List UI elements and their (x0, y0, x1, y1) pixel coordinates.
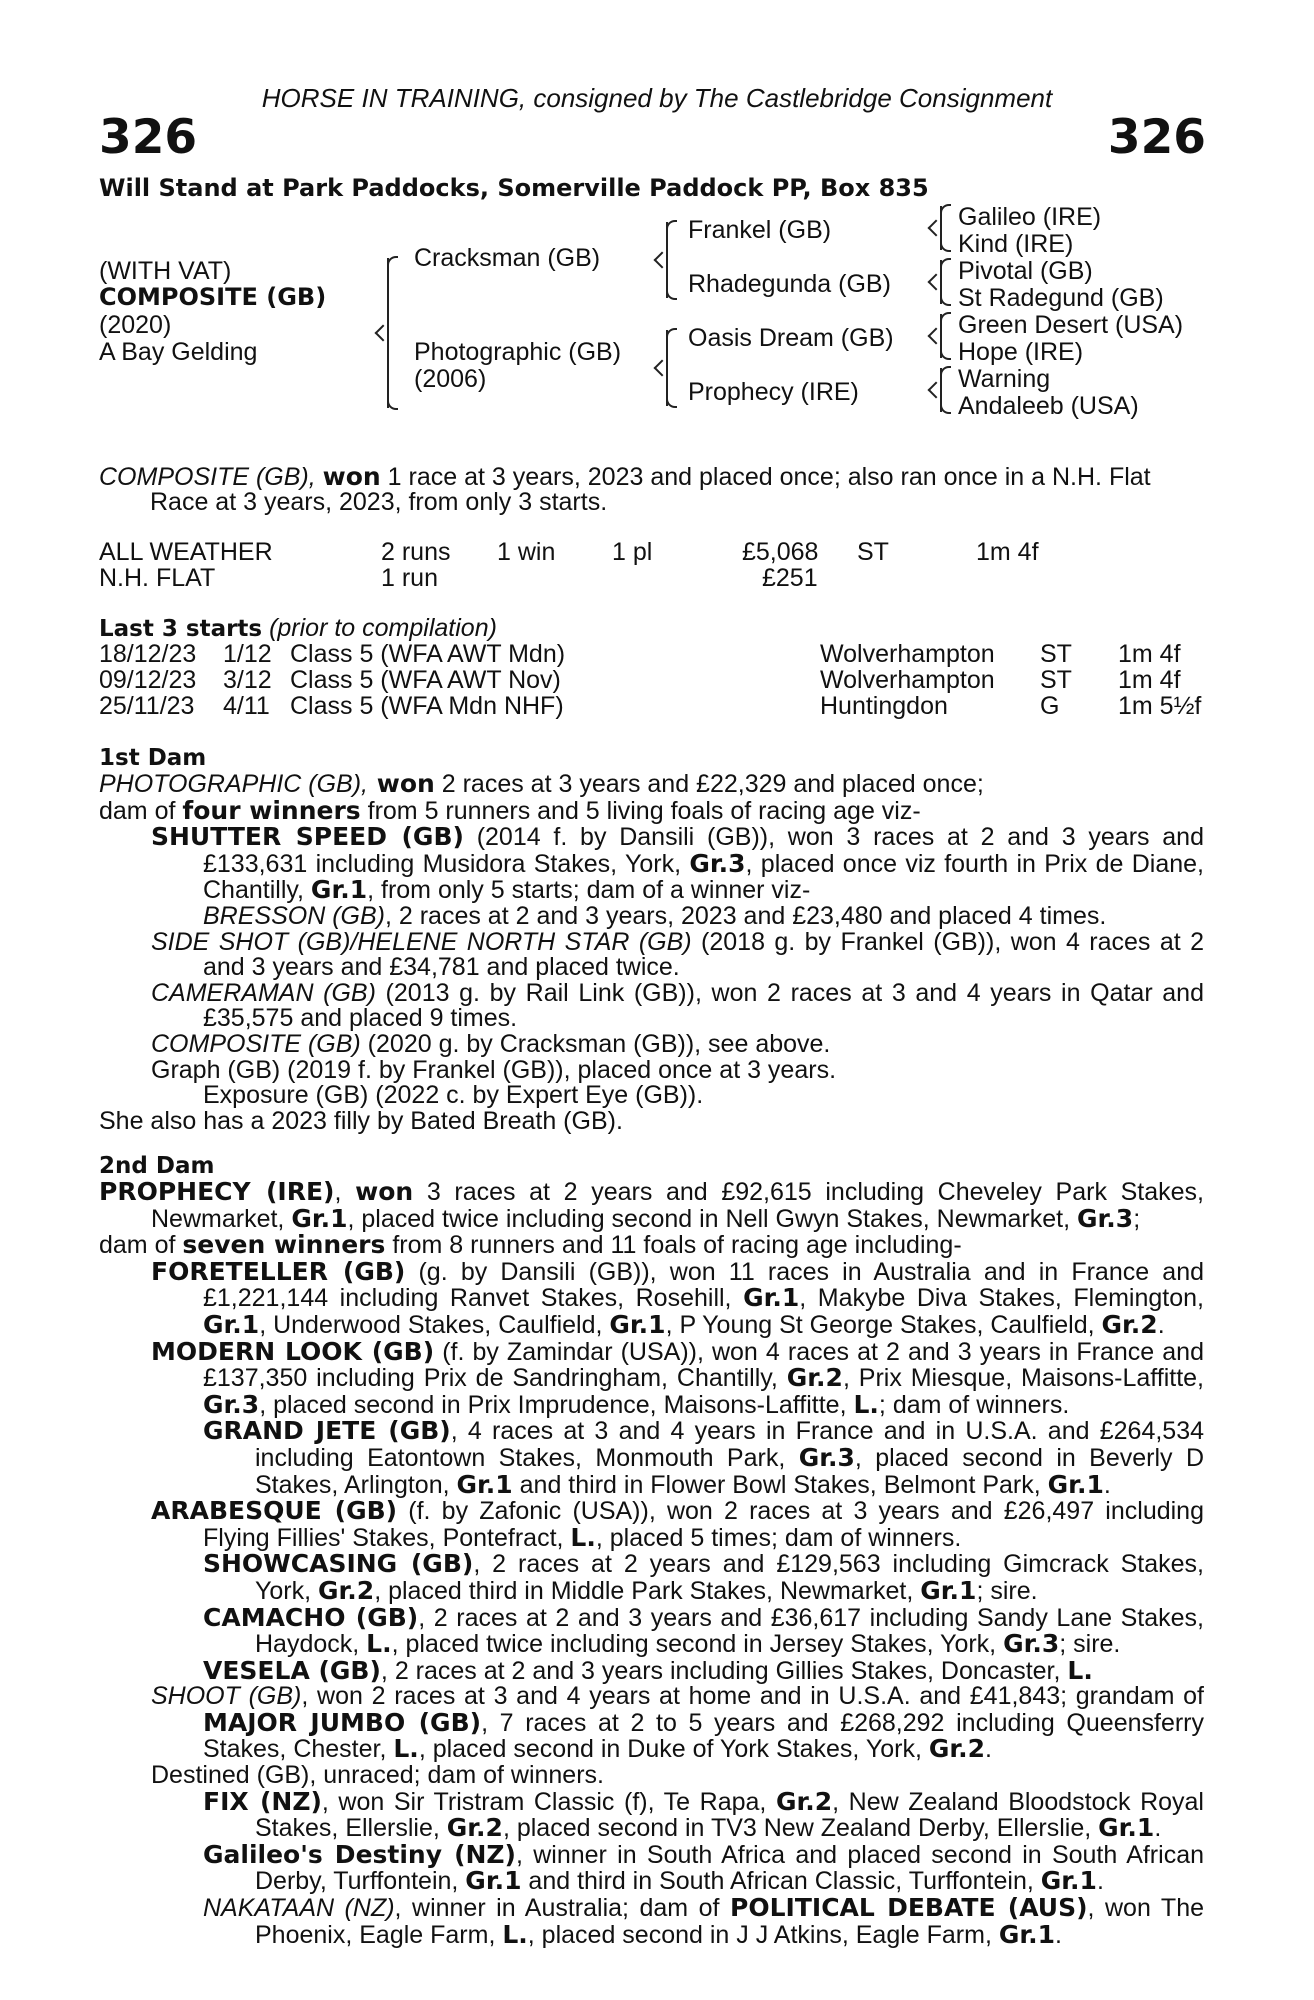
emph-text: MAJOR JUMBO (GB) (203, 1707, 482, 1737)
record-prize: £5,068 (742, 538, 819, 566)
entry-text: , winner in Australia; dam of (394, 1894, 731, 1923)
start-going: ST (1040, 640, 1072, 668)
entry-text: , 2 races at 2 and 3 years, 2023 and £23,480 and placed 4 times. (384, 901, 1107, 930)
pedigree-grand-4: Prophecy (IRE) (688, 378, 859, 406)
entry-text: . (1154, 1814, 1162, 1843)
stand-location: Will Stand at Park Paddocks, Somerville Paddock PP, Box 835 (99, 174, 929, 202)
emph-text: Gr.1 (743, 1283, 800, 1313)
entry-text: (2020 g. by Cracksman (GB)), see above. (360, 1029, 831, 1058)
vat-note: (WITH VAT) (99, 257, 232, 285)
horse-description: A Bay Gelding (99, 338, 258, 366)
emph-text: Gr.1 (291, 1203, 348, 1233)
emph-text: Gr.3 (689, 848, 746, 878)
last-starts-heading (99, 616, 497, 643)
start-going: ST (1040, 666, 1072, 694)
start-race: Class 5 (WFA AWT Mdn) (290, 640, 566, 668)
emph-text: L. (853, 1389, 879, 1419)
dam1-entry (151, 1055, 1204, 1084)
dam2-heading: 2nd Dam (99, 1153, 215, 1179)
dam2-entry (203, 1655, 1204, 1685)
entry-text: from 8 runners and 11 foals of racing age including- (385, 1231, 962, 1260)
start-race: Class 5 (WFA Mdn NHF) (290, 692, 564, 720)
entry-text: . (1096, 1867, 1104, 1896)
emph-text: won (355, 1177, 414, 1206)
emph-text: won (368, 769, 435, 798)
dam2-entry (151, 1256, 1205, 1339)
record-placed: 1 pl (612, 538, 653, 566)
dam2-entry (203, 1602, 1204, 1659)
entry-text: , placed second in TV3 New Zealand Derby, Ellerslie, (502, 1814, 1099, 1843)
brace-great-2 (940, 260, 942, 304)
entry-text: (f. by Zamindar (USA)), won 4 races at 2 and 3 years in France and £137,350 including Prix de Sandringham, Chantilly, (203, 1337, 1204, 1393)
dam1-body (99, 771, 1204, 1134)
entry-text: (2014 f. by Dansili (GB)), won 3 races at 2 and 3 years and £133,631 including Musidora Stakes, York, (203, 823, 1204, 878)
emph-text: PROPHECY (IRE) (99, 1177, 335, 1206)
emph-text: ARABESQUE (GB) (151, 1496, 398, 1526)
record-prize: £251 (762, 564, 818, 592)
dam2-damof (99, 1232, 1204, 1259)
emph-text: Gr.1 (1040, 1866, 1097, 1896)
start-dist: 1m 4f (1118, 640, 1181, 668)
emph-text: Gr.2 (928, 1734, 986, 1764)
race-summary-line-1 (99, 464, 1151, 491)
entry-text: . (1157, 1310, 1165, 1339)
entry-text: ; sire. (1059, 1630, 1121, 1659)
entry-text: , placed 5 times; dam of winners. (595, 1523, 962, 1552)
start-course: Wolverhampton (820, 640, 995, 668)
pedigree-great-1: Galileo (IRE) (958, 203, 1102, 231)
emph-text: CAMACHO (GB) (203, 1602, 419, 1632)
entry-text: Exposure (GB) (2022 c. by Expert Eye (GB)). (203, 1081, 704, 1110)
dam1-entry (151, 978, 1204, 1033)
brace-great-1 (940, 206, 942, 250)
entry-text: , placed second in Prix Imprudence, Maisons-Laffitte, (259, 1390, 854, 1419)
emph-text: COMPOSITE (GB) (151, 1029, 361, 1058)
entry-text: and third in South African Classic, Turffontein, (521, 1867, 1041, 1896)
pedigree-dam-year: (2006) (414, 365, 487, 393)
entry-text: . (985, 1735, 992, 1764)
dam2-intro (99, 1179, 1204, 1232)
emph-text: four winners (182, 795, 361, 825)
start-date: 18/12/23 (99, 640, 197, 668)
race-summary-line-2: Race at 3 years, 2023, from only 3 starts. (150, 488, 608, 516)
entry-text: , (334, 1178, 356, 1206)
entry-text: , Prix Miesque, Maisons-Laffitte, (842, 1364, 1204, 1393)
entry-text: She also has a 2023 filly by Bated Breath (GB). (99, 1106, 623, 1135)
dam2-entry (151, 1498, 1204, 1551)
emph-text: SIDE SHOT (GB)/HELENE NORTH STAR (GB) (151, 927, 692, 956)
dam1-damof (99, 795, 1204, 825)
start-pos: 1/12 (223, 640, 272, 668)
entry-text: , placed twice including second in Jersey Stakes, York, (391, 1630, 1004, 1659)
entry-text: , won 2 races at 3 and 4 years at home and in U.S.A. and £41,843; grandam of (301, 1682, 1204, 1711)
entry-text: , 2 races at 2 and 3 years including Gillies Stakes, Doncaster, (380, 1656, 1068, 1685)
dam1-heading: 1st Dam (99, 745, 207, 771)
entry-text: , P Young St George Stakes, Caulfield, (665, 1310, 1102, 1339)
entry-text: 3 races at 2 years and £92,615 including Cheveley Park Stakes, Newmarket, (151, 1178, 1204, 1233)
pedigree-great-2: Kind (IRE) (958, 230, 1074, 258)
pedigree-grand-2: Rhadegunda (GB) (688, 270, 891, 298)
dam1-intro (99, 771, 1204, 798)
entry-text: , won The Phoenix, Eagle Farm, (255, 1894, 1205, 1949)
emph-text: L. (366, 1629, 392, 1659)
brace-sire (666, 222, 668, 298)
dam2-body (99, 1179, 1204, 1948)
emph-text: Galileo's Destiny (NZ) (203, 1839, 516, 1869)
pedigree-dam: Photographic (GB) (414, 338, 622, 366)
entry-text: dam of (99, 796, 183, 825)
emph-text: Gr.1 (465, 1866, 522, 1896)
start-pos: 4/11 (223, 692, 270, 720)
dam1-entry (151, 1029, 1204, 1058)
emph-text: L. (570, 1522, 596, 1552)
entry-text: Graph (GB) (2019 f. by Frankel (GB)), placed once at 3 years. (151, 1055, 837, 1084)
emph-text: seven winners (182, 1230, 386, 1260)
entry-text: Destined (GB), unraced; dam of winners. (151, 1761, 604, 1790)
dam1-entry (151, 927, 1204, 982)
horse-name-italic: COMPOSITE (GB), (99, 463, 316, 491)
entry-text: , placed once viz fourth in Prix de Diane, Chantilly, (203, 849, 1204, 905)
entry-text: , placed second in J J Atkins, Eagle Farm, (527, 1920, 999, 1949)
emph-text: Gr.1 (1098, 1813, 1155, 1843)
record-distance: 1m 4f (976, 538, 1039, 566)
emph-text: Gr.2 (775, 1786, 833, 1816)
emph-text: SHUTTER SPEED (GB) (151, 822, 464, 852)
emph-text: Gr.2 (446, 1813, 503, 1843)
dam2-entry (203, 1839, 1204, 1896)
entry-text: , won Sir Tristram Classic (f), Te Rapa, (321, 1787, 776, 1816)
entry-text: (f. by Zafonic (USA)), won 2 races at 3 years and £26,497 including Flying Fillies' Stakes, Pontefract, (203, 1497, 1204, 1552)
dam1-entry (151, 824, 1204, 904)
entry-text: , placed second in Duke of York Stakes, York, (418, 1735, 929, 1764)
entry-text: from 5 runners and 5 living foals of racing age viz- (360, 796, 921, 825)
record-going: ST (857, 538, 889, 566)
record-runs: 2 runs (381, 538, 451, 566)
emph-text: GRAND JETE (GB) (203, 1416, 451, 1446)
last-starts-title: Last 3 starts (99, 616, 263, 642)
start-date: 09/12/23 (99, 666, 197, 694)
emph-text: Gr.2 (1101, 1309, 1158, 1339)
emph-text: Gr.1 (609, 1309, 666, 1339)
brace-great-4 (940, 368, 942, 412)
record-runs: 1 run (381, 564, 438, 592)
emph-text: L. (393, 1734, 419, 1764)
emph-text: Gr.1 (1047, 1469, 1104, 1499)
pedigree-great-4: St Radegund (GB) (958, 284, 1164, 312)
emph-text: L. (502, 1919, 528, 1949)
pedigree-sire: Cracksman (GB) (414, 244, 601, 272)
emph-text: PHOTOGRAPHIC (GB), (99, 770, 369, 798)
pedigree-grand-3: Oasis Dream (GB) (688, 324, 894, 352)
start-pos: 3/12 (223, 666, 272, 694)
lot-number-left: 326 (99, 110, 198, 165)
emph-text: Gr.3 (798, 1442, 855, 1472)
entry-text: , Makybe Diva Stakes, Flemington, (799, 1284, 1204, 1313)
entry-text: , 4 races at 3 and 4 years in France and in U.S.A. and £264,534 including Eatontown Stakes, Monmouth Park, (255, 1417, 1204, 1472)
entry-text: , 2 races at 2 years and £129,563 including Gimcrack Stakes, York, (255, 1550, 1204, 1605)
emph-text: Gr.3 (203, 1389, 260, 1419)
entry-text: , Underwood Stakes, Caulfield, (259, 1310, 610, 1339)
start-date: 25/11/23 (99, 692, 195, 720)
horse-name: COMPOSITE (GB) (99, 283, 327, 311)
race-summary-text: 1 race at 3 years, 2023 and placed once; also ran once in a N.H. Flat (387, 463, 1151, 491)
consignment-line: HORSE IN TRAINING, consigned by The Castlebridge Consignment (261, 83, 1053, 113)
entry-text: , placed twice including second in Nell Gwyn Stakes, Newmarket, (347, 1204, 1077, 1233)
pedigree-great-5: Green Desert (USA) (958, 311, 1184, 339)
brace-great-3 (940, 314, 942, 358)
dam2-entry (151, 1684, 1204, 1763)
emph-text: SHOWCASING (GB) (203, 1549, 474, 1579)
entry-text: . (1103, 1470, 1111, 1499)
emph-text: NAKATAAN (NZ) (203, 1894, 395, 1923)
pedigree-great-6: Hope (IRE) (958, 338, 1084, 366)
lot-number-right: 326 (1107, 110, 1206, 165)
emph-text: VESELA (GB) (203, 1655, 381, 1685)
emph-text: CAMERAMAN (GB) (151, 978, 376, 1007)
entry-text: . (1055, 1920, 1062, 1949)
entry-text: 2 races at 3 years and £22,329 and placed once; (434, 770, 984, 798)
pedigree-great-3: Pivotal (GB) (958, 257, 1093, 285)
dam2-entry (203, 1895, 1204, 1948)
dam2-entry (203, 1786, 1204, 1843)
last-starts-note: (prior to compilation) (269, 614, 497, 642)
entry-text: (g. by Dansili (GB)), won 11 races in Australia and in France and £1,221,144 including Ranvet Stakes, Rosehill, (203, 1257, 1205, 1313)
start-going: G (1040, 692, 1060, 720)
entry-text: (2013 g. by Rail Link (GB)), won 2 races at 3 and 4 years in Qatar and £35,575 and placed 9 times. (203, 978, 1204, 1033)
dam1-entry (99, 1106, 1204, 1135)
dam2-entry (203, 1551, 1204, 1604)
emph-text: SHOOT (GB) (151, 1682, 302, 1711)
entry-text: ; dam of winners. (878, 1390, 1070, 1419)
start-dist: 1m 4f (1118, 666, 1181, 694)
dam2-entry (151, 1763, 1204, 1789)
emph-text: Gr.1 (456, 1469, 513, 1499)
emph-text: MODERN LOOK (GB) (151, 1336, 435, 1366)
record-type: N.H. FLAT (99, 564, 216, 592)
emph-text: FIX (NZ) (203, 1786, 322, 1816)
entry-text: , winner in South Africa and placed second in South African Derby, Turffontein, (255, 1840, 1204, 1896)
entry-text: , 7 races at 2 to 5 years and £268,292 including Queensferry Stakes, Chester, (203, 1708, 1204, 1764)
brace-dam (666, 330, 668, 406)
emph-text: FORETELLER (GB) (151, 1256, 406, 1286)
emph-text: BRESSON (GB) (203, 901, 385, 930)
entry-text: ; (1133, 1204, 1141, 1233)
pedigree-grand-1: Frankel (GB) (688, 216, 832, 244)
entry-text: dam of (99, 1231, 183, 1260)
emph-text: Gr.1 (920, 1575, 977, 1605)
brace-main (387, 258, 389, 408)
emph-text: Gr.3 (1077, 1203, 1134, 1233)
emph-text: Gr.1 (310, 875, 368, 905)
emph-text: POLITICAL DEBATE (AUS) (730, 1893, 1088, 1923)
start-race: Class 5 (WFA AWT Nov) (290, 666, 561, 694)
pedigree-great-8: Andaleeb (USA) (958, 392, 1139, 420)
entry-text: , placed third in Middle Park Stakes, Newmarket, (374, 1576, 921, 1605)
dam2-entry (151, 1336, 1204, 1419)
emph-text: Gr.1 (998, 1919, 1056, 1949)
emph-text: Gr.3 (1003, 1629, 1060, 1659)
emph-text: Gr.1 (203, 1309, 260, 1339)
won-keyword: won (322, 462, 381, 491)
entry-text: (2018 g. by Frankel (GB)), won 4 races at 2 and 3 years and £34,781 and placed twice. (203, 927, 1204, 982)
record-wins: 1 win (497, 538, 556, 566)
dam1-entry (203, 901, 1204, 930)
start-dist: 1m 5½f (1118, 692, 1202, 720)
record-type: ALL WEATHER (99, 538, 273, 566)
entry-text: , 2 races at 2 and 3 years and £36,617 including Sandy Lane Stakes, Haydock, (255, 1603, 1204, 1659)
start-course: Huntingdon (820, 692, 948, 720)
emph-text: Gr.2 (786, 1363, 843, 1393)
pedigree-great-7: Warning (958, 365, 1051, 393)
entry-text: ; sire. (976, 1576, 1038, 1605)
entry-text: and third in Flower Bowl Stakes, Belmont Park, (512, 1470, 1048, 1499)
dam1-entry (203, 1083, 1204, 1109)
start-course: Wolverhampton (820, 666, 995, 694)
horse-year: (2020) (99, 311, 172, 339)
emph-text: L. (1067, 1655, 1093, 1685)
dam2-entry (203, 1418, 1204, 1498)
entry-text: , New Zealand Bloodstock Royal Stakes, Ellerslie, (255, 1787, 1204, 1843)
entry-text: , from only 5 starts; dam of a winner viz- (367, 876, 811, 905)
entry-text: , placed second in Beverly D Stakes, Arlington, (255, 1443, 1204, 1499)
emph-text: Gr.2 (318, 1575, 375, 1605)
